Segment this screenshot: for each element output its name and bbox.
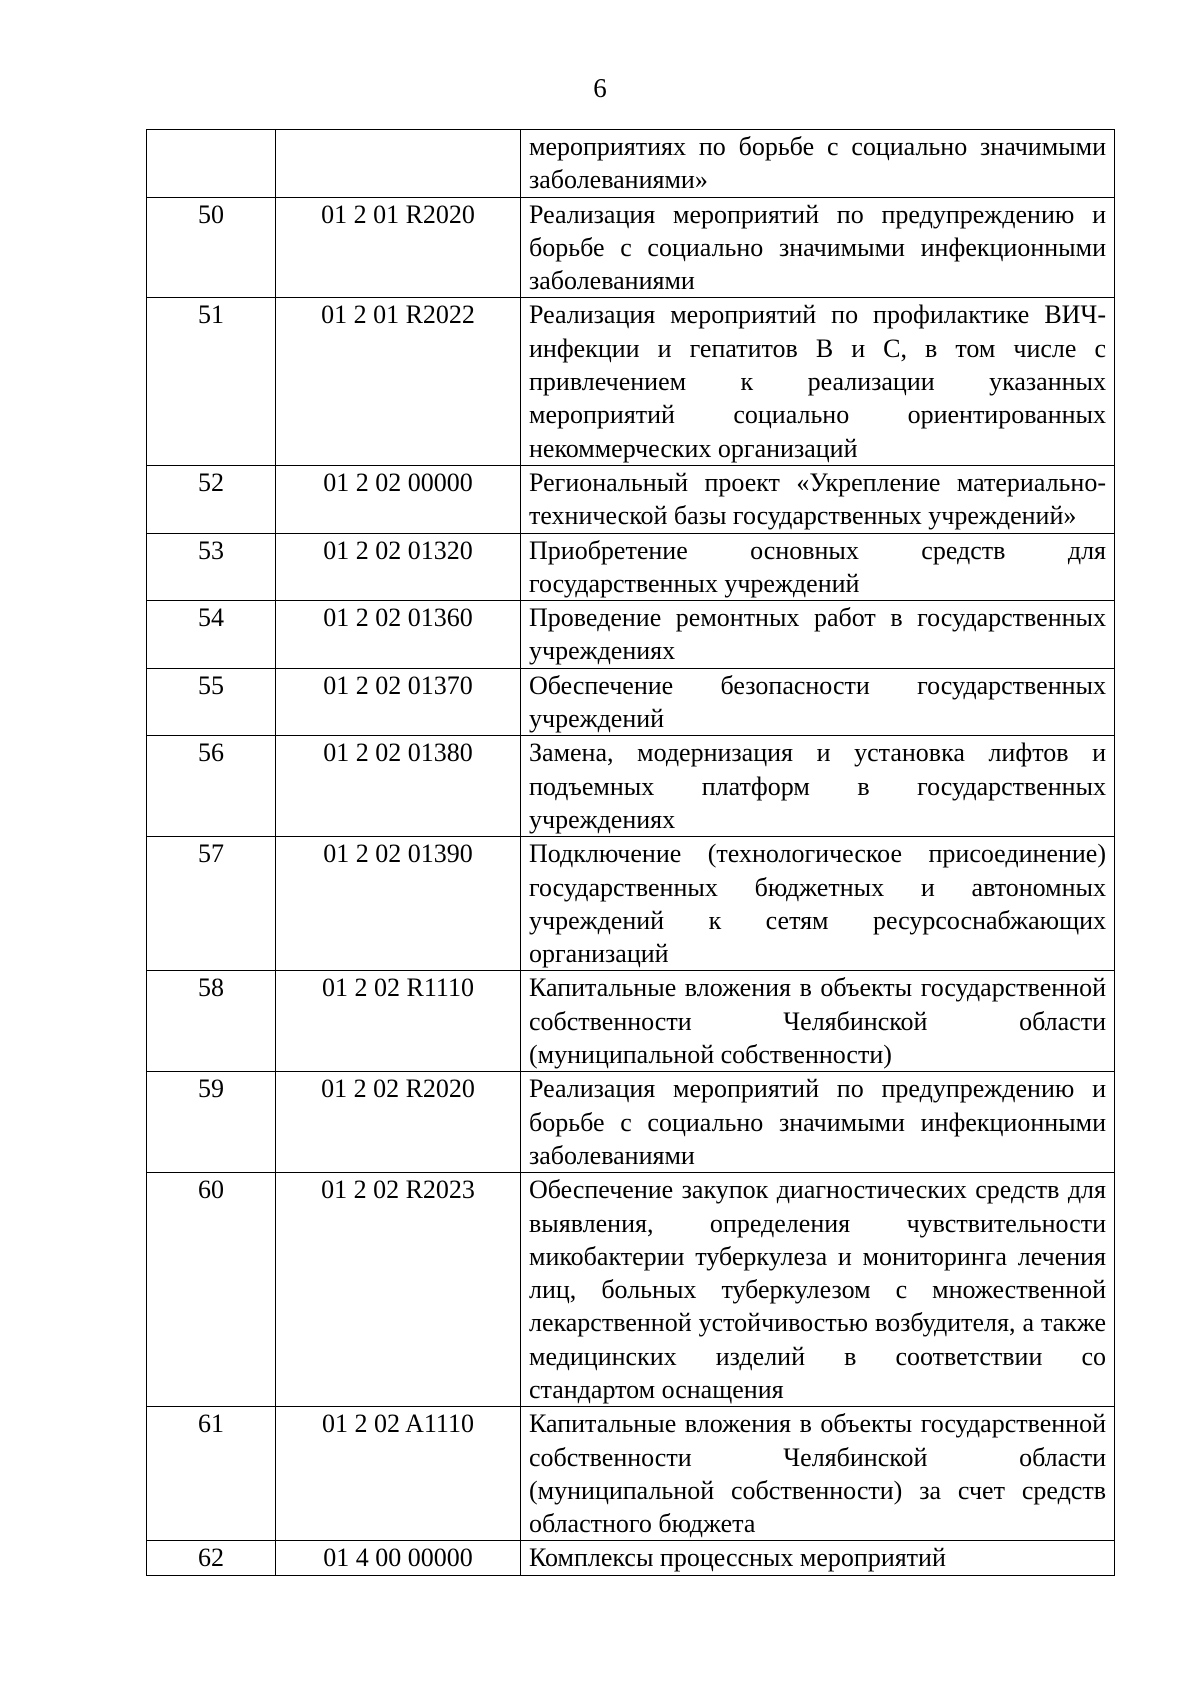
classification-code: 01 2 02 R2020 [276, 1072, 521, 1173]
table-row [147, 1173, 1115, 1407]
item-name: Капитальные вложения в объекты государственной собственности Челябинской области (муниципальной собственности) за счет средств областного бюджета [521, 1407, 1115, 1541]
row-number: 53 [147, 533, 276, 601]
classification-code: 01 2 02 00000 [276, 465, 521, 533]
table-row [147, 837, 1115, 971]
item-name: Приобретение основных средств для государственных учреждений [521, 533, 1115, 601]
row-number: 57 [147, 837, 276, 971]
table-row [147, 668, 1115, 736]
item-name: Реализация мероприятий по предупреждению и борьбе с социально значимыми инфекционными заболеваниями [521, 1072, 1115, 1173]
row-number: 51 [147, 298, 276, 465]
item-name: Подключение (технологическое присоединение) государственных бюджетных и автономных учреждений к сетям ресурсоснабжающих организаций [521, 837, 1115, 971]
classification-code [276, 130, 521, 198]
table-row [147, 1407, 1115, 1541]
table-row [147, 197, 1115, 298]
item-name: мероприятиях по борьбе с социально значимыми заболеваниями» [521, 130, 1115, 198]
classification-code: 01 2 01 R2022 [276, 298, 521, 465]
row-number: 56 [147, 736, 276, 837]
classification-code: 01 2 02 01390 [276, 837, 521, 971]
row-number: 54 [147, 601, 276, 669]
classification-code: 01 2 02 A1110 [276, 1407, 521, 1541]
item-name: Региональный проект «Укрепление материально-технической базы государственных учреждений» [521, 465, 1115, 533]
classification-code: 01 2 02 01360 [276, 601, 521, 669]
row-number: 58 [147, 971, 276, 1072]
table-row [147, 1072, 1115, 1173]
row-number: 55 [147, 668, 276, 736]
classification-code: 01 2 02 01320 [276, 533, 521, 601]
row-number: 59 [147, 1072, 276, 1173]
row-number: 50 [147, 197, 276, 298]
item-name: Реализация мероприятий по предупреждению и борьбе с социально значимыми инфекционными заболеваниями [521, 197, 1115, 298]
page-number: 6 [593, 73, 607, 103]
item-name: Обеспечение закупок диагностических средств для выявления, определения чувствительности микобактерии туберкулеза и мониторинга лечения лиц, больных туберкулезом с множественной лекарственной устойчивостью возбудителя, а также медицинских изделий в соответствии со стандартом оснащения [521, 1173, 1115, 1407]
classification-code: 01 2 02 R2023 [276, 1173, 521, 1407]
item-name: Проведение ремонтных работ в государственных учреждениях [521, 601, 1115, 669]
row-number: 61 [147, 1407, 276, 1541]
classification-code: 01 4 00 00000 [276, 1541, 521, 1575]
classification-code: 01 2 02 01380 [276, 736, 521, 837]
item-name: Замена, модернизация и установка лифтов и подъемных платформ в государственных учреждениях [521, 736, 1115, 837]
row-number: 52 [147, 465, 276, 533]
table-row [147, 736, 1115, 837]
item-name: Комплексы процессных мероприятий [521, 1541, 1115, 1575]
row-number: 62 [147, 1541, 276, 1575]
classification-code: 01 2 02 01370 [276, 668, 521, 736]
table-row [147, 130, 1115, 198]
table-row [147, 533, 1115, 601]
table-row [147, 601, 1115, 669]
row-number [147, 130, 276, 198]
table-row [147, 971, 1115, 1072]
table-row [147, 298, 1115, 465]
table-row [147, 1541, 1115, 1575]
row-number: 60 [147, 1173, 276, 1407]
budget-codes-table [146, 129, 1115, 1576]
table-body [147, 130, 1115, 1576]
item-name: Реализация мероприятий по профилактике ВИЧ-инфекции и гепатитов B и C, в том числе с привлечением к реализации указанных мероприятий социально ориентированных некоммерческих организаций [521, 298, 1115, 465]
classification-code: 01 2 01 R2020 [276, 197, 521, 298]
table-row [147, 465, 1115, 533]
classification-code: 01 2 02 R1110 [276, 971, 521, 1072]
item-name: Обеспечение безопасности государственных учреждений [521, 668, 1115, 736]
item-name: Капитальные вложения в объекты государственной собственности Челябинской области (муниципальной собственности) [521, 971, 1115, 1072]
